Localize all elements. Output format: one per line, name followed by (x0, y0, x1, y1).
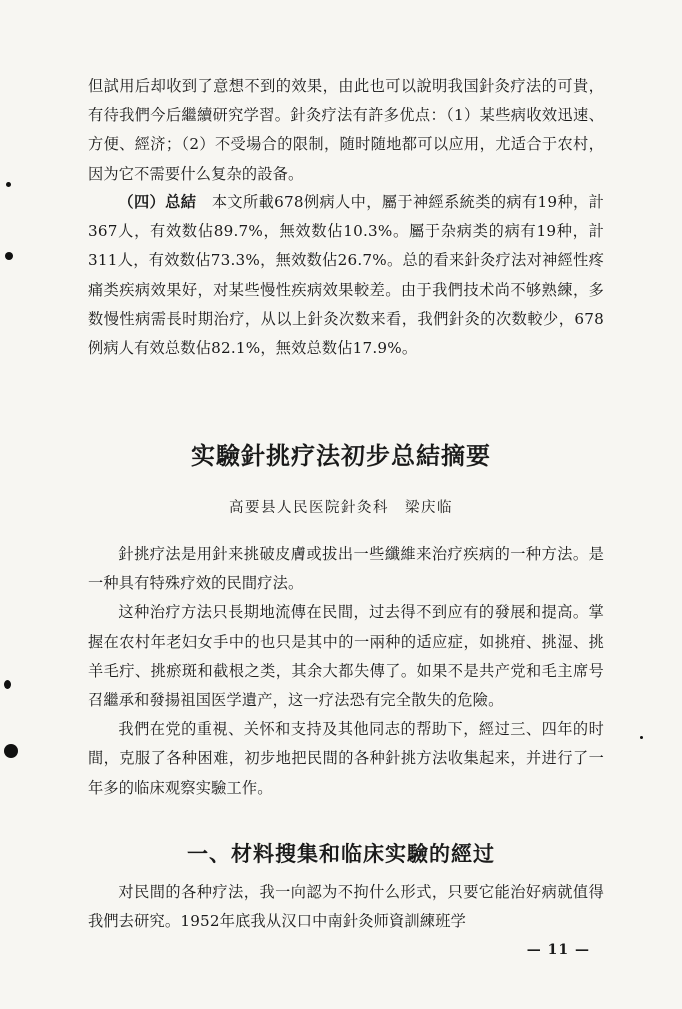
scan-speck (4, 680, 11, 689)
top-text-block (88, 72, 604, 189)
scan-speck (5, 252, 13, 260)
article-body (88, 540, 604, 803)
section-body (88, 878, 604, 936)
summary-block (88, 188, 604, 363)
article-author: 高要县人民医院針灸科 梁庆临 (229, 500, 453, 516)
scan-speck (4, 744, 18, 758)
summary-heading: （四）总結 (118, 193, 197, 211)
article-title: 实驗針挑疗法初步总結摘要 (191, 441, 491, 470)
page-number: — 11 — (526, 942, 590, 958)
continued-paragraph: 但試用后却收到了意想不到的效果，由此也可以說明我国針灸疗法的可貴，有待我們今后繼續研究学習。針灸疗法有許多优点：（1）某些病收效迅速、方便、經济；（2）不受場合的限制，随时随地都可以应用，尤适合于农村，因为它不需要什么复杂的設备。 (88, 77, 604, 183)
section-paragraph-1: 对民間的各种疗法，我一向認为不拘什么形式，只要它能治好病就值得我們去研究。1952年底我从汉口中南針灸师資訓練班学 (88, 883, 604, 931)
section-title: 一、材料搜集和临床实驗的經过 (187, 841, 495, 866)
article-paragraph-1: 針挑疗法是用針来挑破皮膚或拔出一些纖維来治疗疾病的一种方法。是一种具有特殊疗效的民間疗法。 (88, 545, 604, 593)
summary-text: 本文所載678例病人中，屬于神經系統类的病有19种，計367人，有效数佔89.7%，無效数佔10.3%。屬于杂病类的病有19种，計311人，有效数佔73.3%，無效数佔26.7%。总的看来針灸疗法对神經性疼痛类疾病效果好，对某些慢性疾病效果較差。由于我們技术尚不够熟練，多数慢性病需長时期治疗，从以上針灸次数来看，我們針灸的次数較少，678例病人有效总数佔82.1%，無效总数佔17.9%。 (88, 193, 604, 358)
article-paragraph-3: 我們在党的重視、关怀和支持及其他同志的帮助下，經过三、四年的时間，克服了各种困难，初步地把民間的各种針挑方法收集起来，并进行了一年多的临床观察实驗工作。 (88, 720, 604, 797)
article-paragraph-2: 这种治疗方法只長期地流傳在民間，过去得不到应有的發展和提高。掌握在农村年老妇女手中的也只是其中的一兩种的适应症，如挑疳、挑湿、挑羊毛疔、挑瘀斑和截根之类，其余大都失傳了。如果不是共产党和毛主席号召繼承和發揚祖国医学遺产，这一疗法恐有完全散失的危險。 (88, 603, 604, 710)
scan-speck (6, 182, 11, 187)
summary-paragraph (88, 188, 604, 363)
scan-speck (640, 736, 643, 739)
